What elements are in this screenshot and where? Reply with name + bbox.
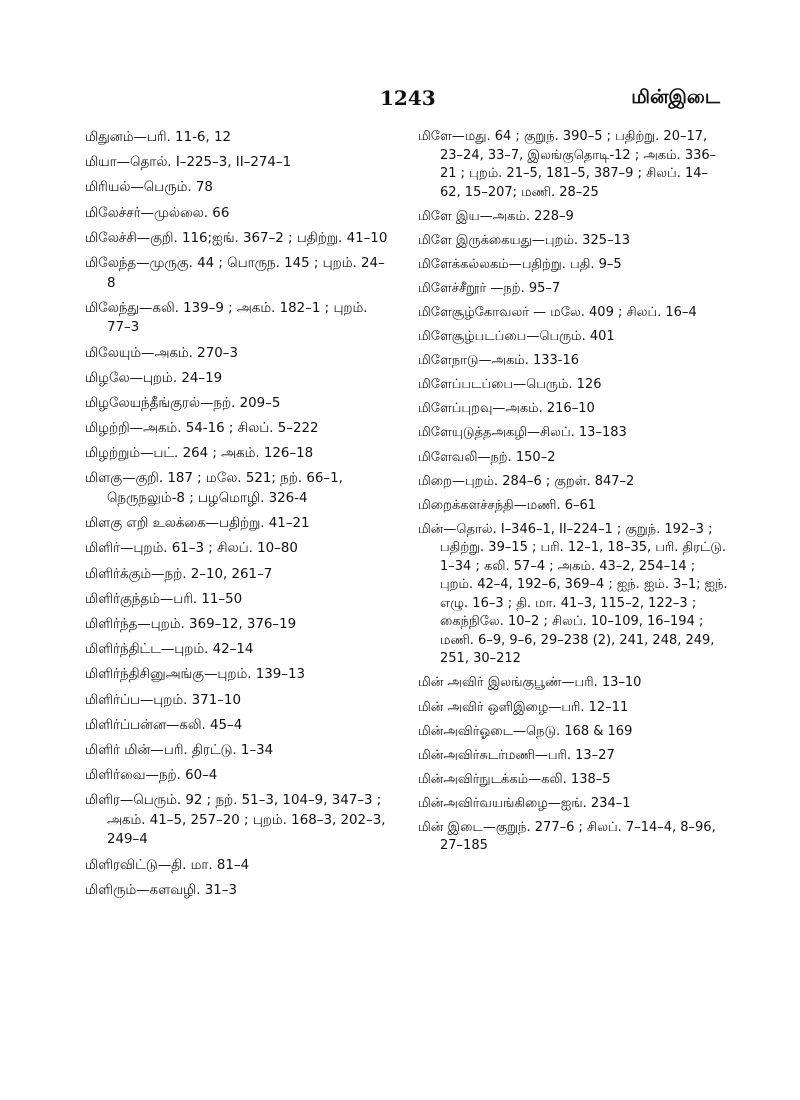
index-entry: மிளேநாடு—அகம். 133-16 — [418, 353, 580, 369]
index-entry: மிளே இய—அகம். 228–9 — [418, 208, 574, 224]
index-entry: மிளிர்ப்ப—புறம். 371–10 — [85, 692, 241, 708]
index-entry: மிளேயுடுத்தஅகழி—சிலப். 13–183 — [418, 425, 627, 441]
index-entry: மிரியல்—பெரும். 78 — [85, 180, 213, 196]
index-entry: மின்அவிர்சுடர்மணி—பரி. 13–27 — [418, 747, 615, 763]
index-entry: மின் அவிர் ஒளிஇழை—பரி. 12–11 — [418, 699, 629, 715]
index-entry: மின்அவிர்ஓடை—நெடு. 168 & 169 — [418, 723, 633, 739]
index-entry: மின் இடை—குறுந். 277–6 ; சிலப். 7–14–4, 8–96, 27–185 — [418, 819, 716, 854]
index-entry: மிலேந்து—கலி. 139–9 ; அகம். 182–1 ; புறம். 77–3 — [85, 300, 368, 336]
index-entry: மிழலே—புறம். 24–19 — [85, 370, 223, 386]
index-entry: மிளிரவிட்டு—தி. மா. 81–4 — [85, 857, 250, 873]
index-entry: மின் அவிர் இலங்குபூண்—பரி. 13–10 — [418, 675, 642, 691]
index-entry: மிளிர்வை—நற். 60–4 — [85, 768, 218, 784]
index-entry: மின்—தொல். I–346–1, II–224–1 ; குறுந். 192–3 ; பதிற்று. 39–15 ; பரி. 12–1, 18–35, பரி. திரட்டு. 1–34 ; கலி. 57–4 ; அகம். 43–2, 254–14 ; புறம். 42–4, 192–6, 369–4 ; ஐந். ஐம். 3–1; ஐந். எழு. 16–3 ; தி. மா. 41–3, 115–2, 122–3 ; கைந்நிலே. 10–2 ; சிலப். 10–109, 16–194 ; மணி. 6–9, 9–6, 29–238 (2), 241, 248, 249, 251, 30–212 — [418, 521, 728, 667]
index-entry: மிளேக்கல்லகம்—பதிற்று. பதி. 9–5 — [418, 256, 622, 272]
index-entry: மிளேசூழ்கோவலர் — மலே. 409 ; சிலப். 16–4 — [418, 304, 697, 320]
page-number: 1243 — [380, 86, 436, 110]
index-entry: மின்அவிர்வயங்கிழை—ஐங். 234–1 — [418, 795, 631, 811]
index-entry: மிலேச்சர்—முல்லை. 66 — [85, 205, 230, 221]
index-entry: மிளகு—குறி. 187 ; மலே. 521; நற். 66–1, நெருநலும்-8 ; பழமொழி. 326-4 — [85, 471, 343, 507]
index-entry: மின்அவிர்நுடக்கம்—கலி. 138–5 — [418, 771, 611, 787]
index-entry: மிளிர்குந்தம்—பரி. 11–50 — [85, 591, 243, 607]
index-entry: மிளேப்புறவு—அகம். 216–10 — [418, 401, 595, 417]
index-entry: மிளிர்—புறம். 61–3 ; சிலப். 10–80 — [85, 541, 298, 557]
index-entry: மிளிர்க்கும்—நற். 2–10, 261–7 — [85, 566, 273, 582]
index-entry: மிளிர்ந்திசினுஅங்கு—புறம். 139–13 — [85, 667, 306, 683]
index-entry: மிழற்றி—அகம். 54-16 ; சிலப். 5–222 — [85, 421, 319, 437]
index-entry: மிலேந்த—முருகு. 44 ; பொருந. 145 ; புறம். 24–8 — [85, 255, 385, 291]
index-entry: மிளிர்ந்திட்ட—புறம். 42–14 — [85, 642, 254, 658]
index-entry: மிளிர்ப்பன்ன—கலி. 45–4 — [85, 717, 243, 733]
index-entry: மிலேயும்—அகம். 270–3 — [85, 345, 238, 361]
index-entry: மிளேச்சீறூர் —நற். 95–7 — [418, 280, 561, 296]
left-column — [85, 128, 390, 906]
index-entry: மிறைக்களச்சந்தி—மணி. 6–61 — [418, 497, 597, 513]
index-entry: மிறை—புறம். 284–6 ; குறள். 847–2 — [418, 473, 635, 489]
index-entry: மிளகு எறி உலக்கை—பதிற்று. 41–21 — [85, 516, 310, 532]
index-entry: மிதுனம்—பரி. 11-6, 12 — [85, 130, 232, 145]
running-head: மின்இடை — [631, 86, 720, 108]
index-entry: மிழலேயந்தீங்குரல்—நற். 209–5 — [85, 395, 281, 411]
right-column — [418, 128, 728, 862]
index-entry: மிளேவலி—நற். 150–2 — [418, 449, 556, 465]
index-entry: மிழற்றும்—பட். 264 ; அகம். 126–18 — [85, 446, 314, 462]
index-entry: மிளிர் மின்—பரி. திரட்டு. 1–34 — [85, 742, 274, 758]
index-entry: மிலேச்சி—குறி. 116;ஐங். 367–2 ; பதிற்று. 41–10 — [85, 230, 388, 246]
index-entry: மிளே இருக்கையது—புறம். 325–13 — [418, 232, 631, 248]
index-entry: மிளே—மது. 64 ; குறுந். 390–5 ; பதிற்று. 20–17, 23–24, 33–7, இலங்குதொடி-12 ; அகம். 336–21 ; புறம். 21–5, 181–5, 387–9 ; சிலப். 14–62, 15–207; மணி. 28–25 — [418, 129, 717, 200]
index-entry: மியா—தொல். I–225–3, II–274–1 — [85, 155, 292, 171]
index-entry: மிளிர—பெரும். 92 ; நற். 51–3, 104–9, 347–3 ; அகம். 41–5, 257–20 ; புறம். 168–3, 202–3, 249–4 — [85, 793, 386, 848]
index-entry: மிளிர்ந்த—புறம். 369–12, 376–19 — [85, 616, 297, 632]
index-entry: மிளேசூழ்படப்பை—பெரும். 401 — [418, 329, 615, 345]
index-entry: மிளிரும்—களவழி. 31–3 — [85, 882, 237, 898]
index-entry: மிளேப்படப்பை—பெரும். 126 — [418, 377, 602, 393]
